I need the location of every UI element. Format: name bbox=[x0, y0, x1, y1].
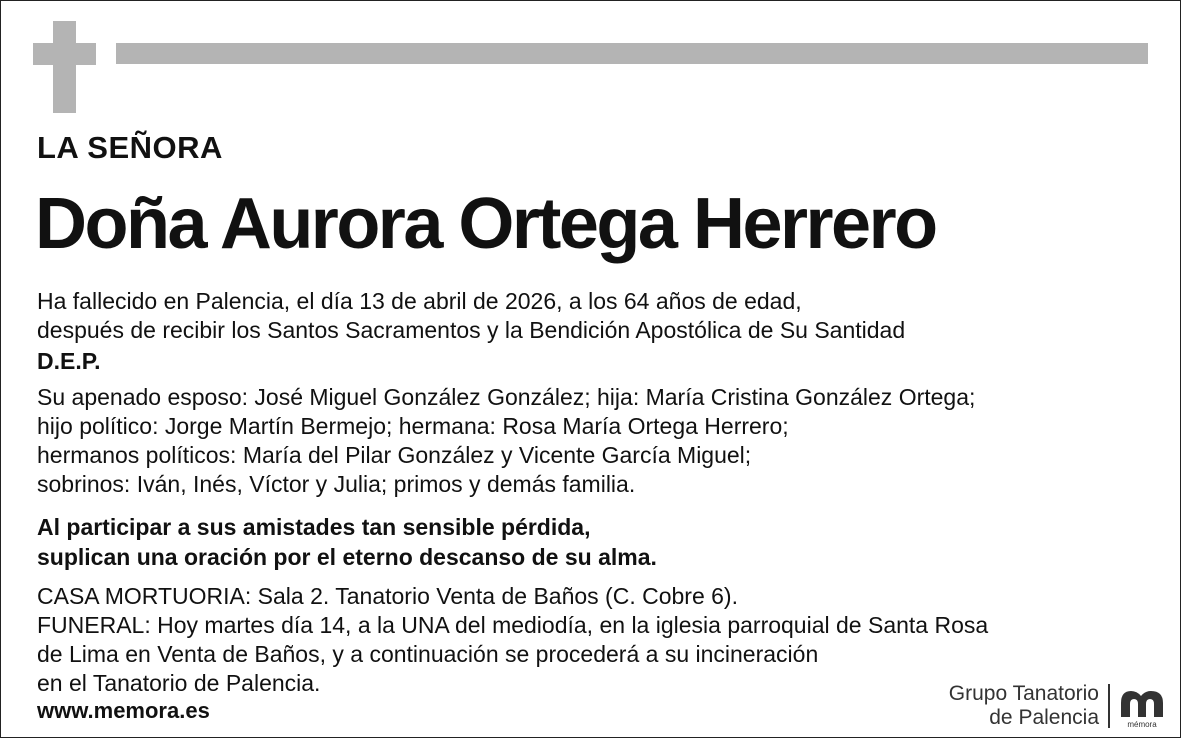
header-bar bbox=[116, 43, 1148, 64]
logo-divider bbox=[1108, 684, 1110, 728]
family-line: sobrinos: Iván, Inés, Víctor y Julia; primos y demás familia. bbox=[37, 471, 636, 497]
intro-line: Ha fallecido en Palencia, el día 13 de abril de 2026, a los 64 años de edad, bbox=[37, 288, 802, 314]
service-line: en el Tanatorio de Palencia. bbox=[37, 670, 321, 696]
request-paragraph bbox=[37, 512, 657, 572]
logo-line: Grupo Tanatorio bbox=[948, 682, 1099, 705]
request-line: suplican una oración por el eterno descanso de su alma. bbox=[37, 544, 657, 570]
deceased-name: Doña Aurora Ortega Herrero bbox=[35, 184, 936, 264]
intro-paragraph bbox=[37, 287, 905, 345]
cross-icon-bar bbox=[33, 43, 96, 65]
cross-icon bbox=[53, 21, 76, 113]
service-line: CASA MORTUORIA: Sala 2. Tanatorio Venta de Baños (C. Cobre 6). bbox=[37, 583, 738, 609]
family-line: Su apenado esposo: José Miguel González González; hija: María Cristina González Ortega; bbox=[37, 384, 976, 410]
request-line: Al participar a sus amistades tan sensible pérdida, bbox=[37, 514, 591, 540]
family-paragraph bbox=[37, 383, 975, 499]
logo-brand-text: mémora bbox=[1127, 720, 1157, 729]
dep-label: D.E.P. bbox=[37, 348, 101, 374]
funeral-home-name bbox=[929, 682, 1099, 730]
family-line: hermanos políticos: María del Pilar González y Vicente García Miguel; bbox=[37, 442, 752, 468]
family-line: hijo político: Jorge Martín Bermejo; hermana: Rosa María Ortega Herrero; bbox=[37, 413, 789, 439]
service-line: FUNERAL: Hoy martes día 14, a la UNA del mediodía, en la iglesia parroquial de Santa Rosa bbox=[37, 612, 989, 638]
intro-line: después de recibir los Santos Sacramentos y la Bendición Apostólica de Su Santidad bbox=[37, 317, 906, 343]
logo-line: de Palencia bbox=[989, 706, 1099, 729]
service-line: de Lima en Venta de Baños, y a continuación se procederá a su incineración bbox=[37, 641, 819, 667]
website-link[interactable]: www.memora.es bbox=[37, 698, 210, 723]
memora-logo-icon bbox=[1117, 685, 1169, 729]
service-paragraph bbox=[37, 582, 988, 698]
title: LA SEÑORA bbox=[37, 130, 223, 165]
